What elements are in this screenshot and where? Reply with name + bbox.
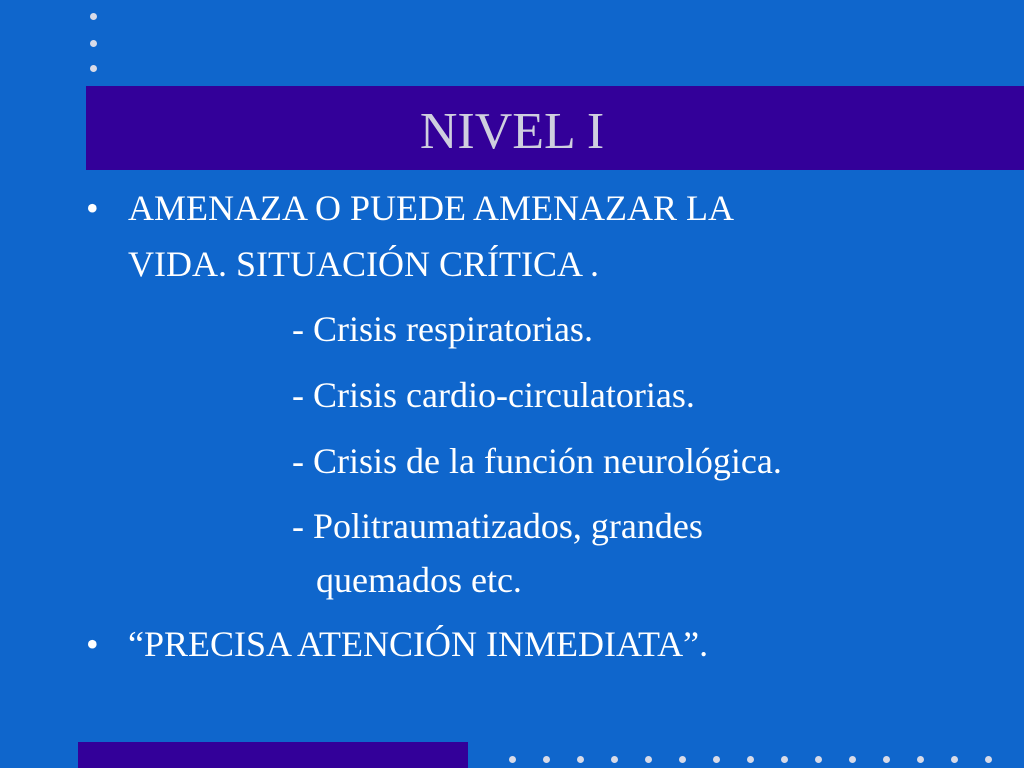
decorative-dot bbox=[917, 756, 924, 763]
decorative-dot bbox=[883, 756, 890, 763]
decorative-dot bbox=[951, 756, 958, 763]
bullet-marker: • bbox=[86, 624, 99, 664]
slide-title: NIVEL I bbox=[419, 103, 605, 160]
decorative-dot bbox=[611, 756, 618, 763]
decorative-dot bbox=[90, 13, 97, 20]
sub-item-respiratory: - Crisis respiratorias. bbox=[292, 309, 593, 349]
decorative-dot bbox=[747, 756, 754, 763]
decorative-dot bbox=[679, 756, 686, 763]
decorative-dot bbox=[849, 756, 856, 763]
bullet-marker: • bbox=[86, 188, 99, 228]
bullet-2-line-1: “PRECISA ATENCIÓN INMEDIATA”. bbox=[128, 624, 709, 664]
decorative-dot bbox=[815, 756, 822, 763]
sub-item-polytrauma-cont: quemados etc. bbox=[316, 560, 522, 600]
decorative-dot bbox=[781, 756, 788, 763]
decorative-dot bbox=[509, 756, 516, 763]
bottom-bar bbox=[78, 742, 468, 768]
decorative-dot bbox=[90, 40, 97, 47]
decorative-dot bbox=[645, 756, 652, 763]
sub-item-neuro: - Crisis de la función neurológica. bbox=[292, 441, 782, 481]
decorative-dot bbox=[90, 65, 97, 72]
bullet-1-line-2: VIDA. SITUACIÓN CRÍTICA . bbox=[128, 244, 599, 284]
sub-item-polytrauma: - Politraumatizados, grandes bbox=[292, 506, 703, 546]
decorative-dot bbox=[985, 756, 992, 763]
decorative-dot bbox=[713, 756, 720, 763]
decorative-dot bbox=[577, 756, 584, 763]
bullet-1-line-1: AMENAZA O PUEDE AMENAZAR LA bbox=[128, 188, 734, 228]
sub-item-cardio: - Crisis cardio-circulatorias. bbox=[292, 375, 695, 415]
decorative-dot bbox=[543, 756, 550, 763]
